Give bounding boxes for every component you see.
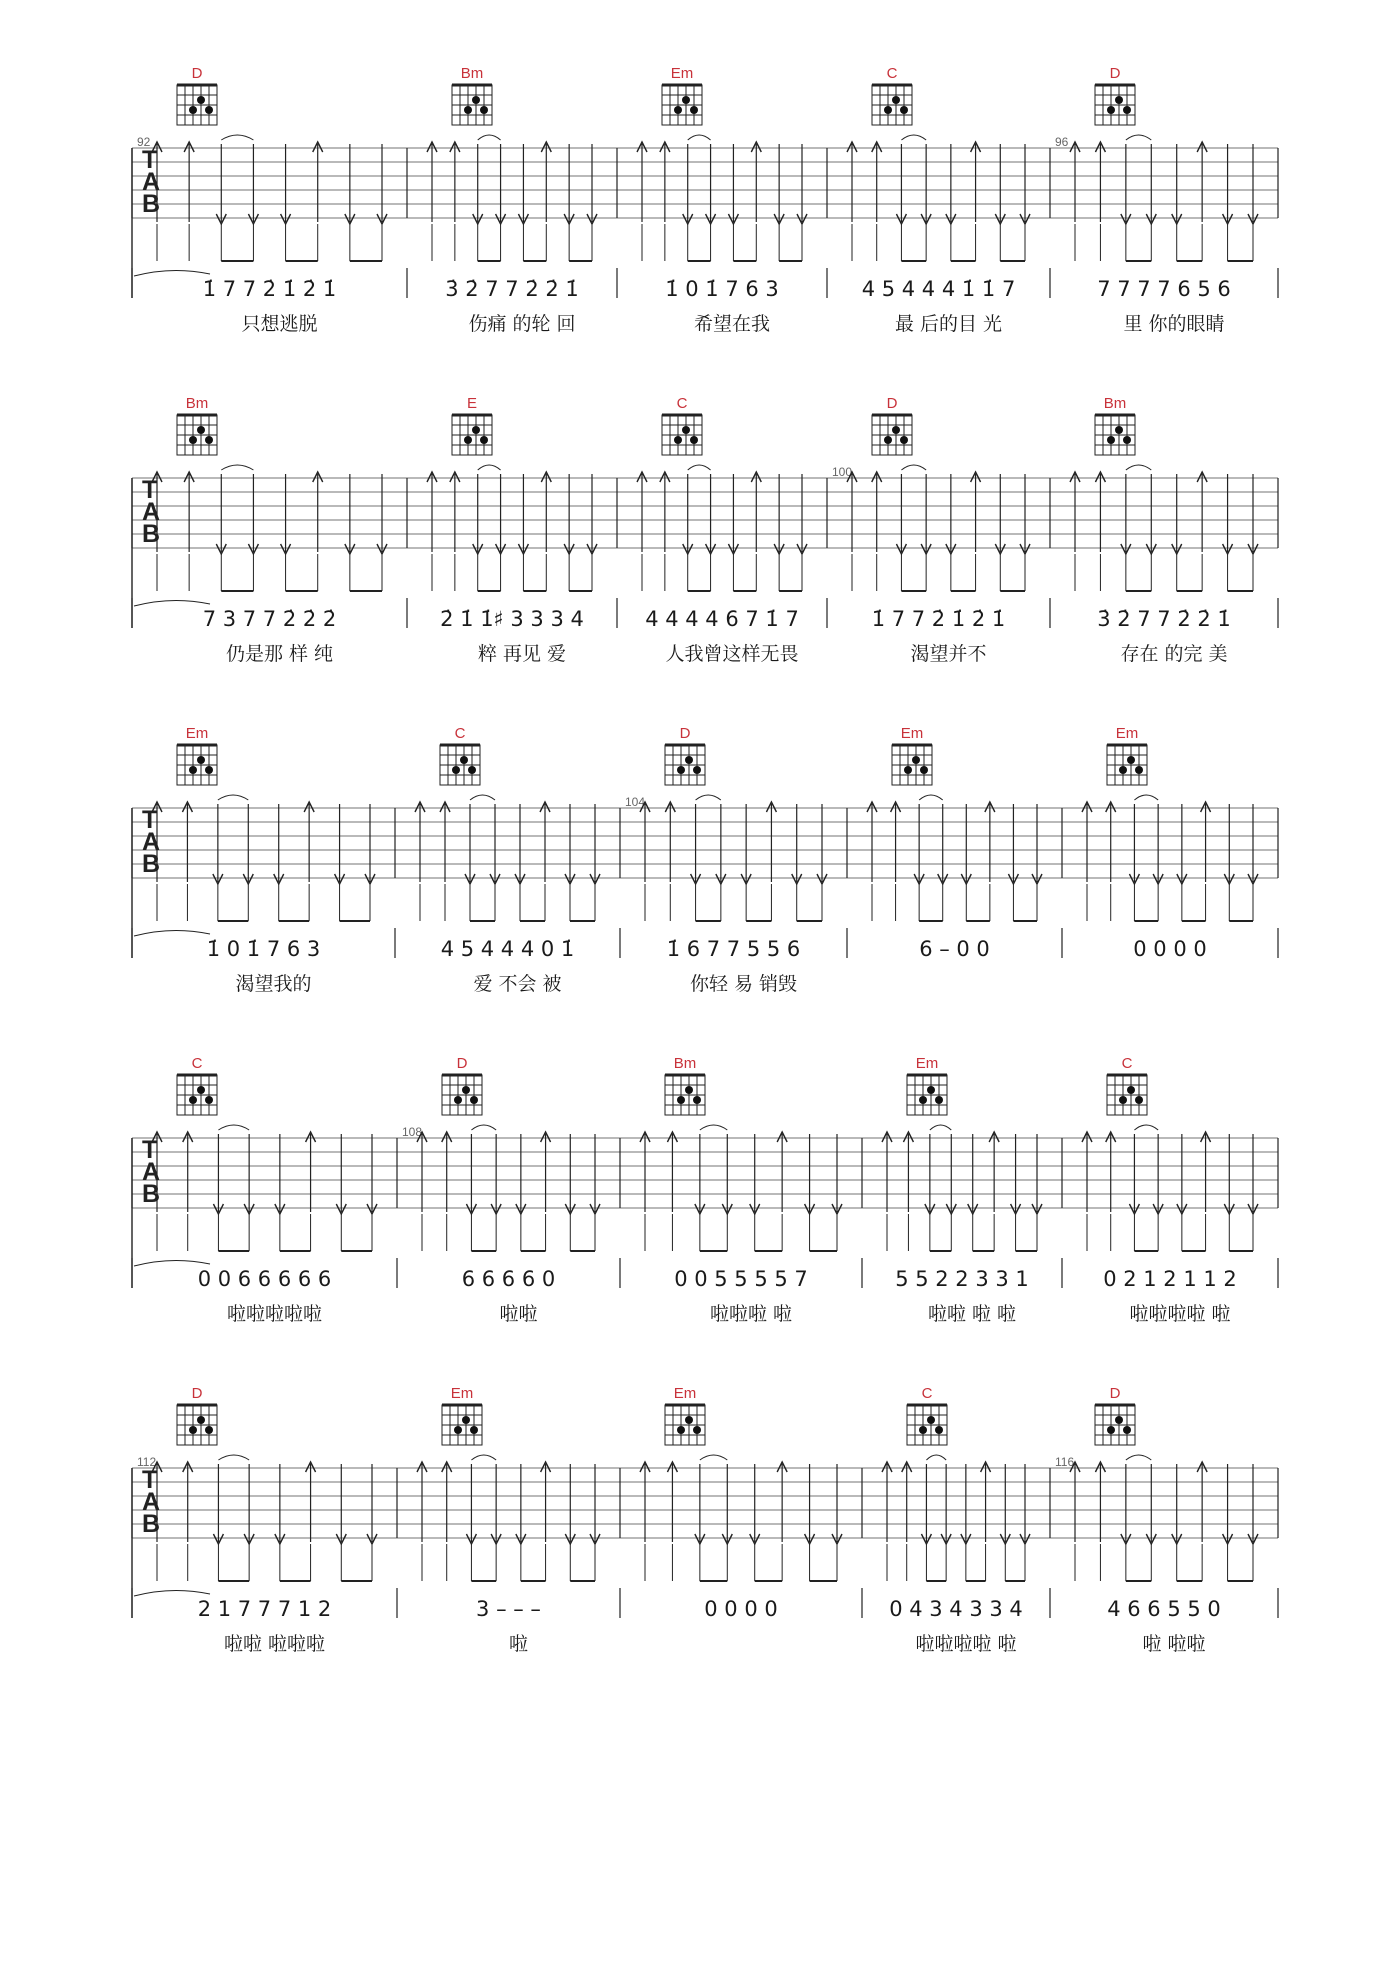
tab-letter: B [142, 850, 161, 878]
chord-diagram [452, 65, 492, 125]
lyric: 渴望并不 [910, 643, 987, 665]
chord-name: C [454, 725, 466, 742]
chord-diagram [662, 65, 702, 125]
chord-name: Bm [1103, 395, 1127, 412]
tab-letter: A [142, 1158, 161, 1186]
lyric: 粹 再见 爱 [477, 643, 567, 665]
lyric: 爱 不会 被 [473, 973, 562, 995]
chord-diagram [1095, 1385, 1135, 1445]
chord-name: Em [900, 725, 924, 742]
jianpu-notation: 0 0 5 5 5 5 7 [674, 1267, 808, 1291]
measure-number: 116 [1055, 1455, 1075, 1469]
jianpu-notation: 7 3 7 7 2̇ 2̇ 2̇ [202, 607, 337, 631]
tab-letter: T [142, 1466, 158, 1494]
measure-number: 108 [402, 1125, 423, 1139]
measure-number: 100 [832, 465, 853, 479]
lyric: 人我曾这样无畏 [665, 643, 799, 665]
lyric: 你轻 易 销毁 [689, 973, 798, 995]
chord-name: C [191, 1055, 203, 1072]
lyric: 啦 [508, 1633, 529, 1655]
jianpu-notation: 1̇ 6 7 7 5 5 6 [666, 937, 801, 961]
tab-letter: T [142, 476, 158, 504]
tab-letter: T [142, 146, 158, 174]
chord-name: C [1121, 1055, 1133, 1072]
chord-diagram [452, 395, 492, 455]
jianpu-notation: 0 0 0 0 [1133, 937, 1207, 961]
tab-system [132, 725, 1278, 995]
chord-diagram [177, 395, 217, 455]
jianpu-notation: 1̇ 7 7 2̇ 1̇ 2̇ 1̇ [871, 607, 1006, 631]
tab-letter: A [142, 828, 161, 856]
lyric: 啦啦啦啦啦 [226, 1303, 323, 1325]
chord-name: D [679, 725, 691, 742]
chord-name: C [886, 65, 898, 82]
chord-name: Em [1115, 725, 1139, 742]
jianpu-notation: 1̇ 0 1̇ 7 6 3 [665, 277, 779, 301]
tab-letter: B [142, 190, 161, 218]
lyric: 存在 的完 美 [1120, 643, 1228, 665]
chord-diagram [442, 1055, 482, 1115]
chord-diagram [662, 395, 702, 455]
chord-diagram [907, 1385, 947, 1445]
lyric: 啦 啦啦 [1142, 1633, 1206, 1655]
chord-name: E [466, 395, 478, 412]
chord-name: Em [915, 1055, 939, 1072]
chord-diagram [177, 1055, 217, 1115]
jianpu-notation: 4 5 4 4 4 1̇ 1̇ 7 [861, 277, 1016, 301]
jianpu-notation: 2 1 7 7 7 1 2 [197, 1597, 332, 1621]
jianpu-notation: 1̇ 7 7 2̇ 1̇ 2̇ 1̇ [202, 277, 337, 301]
chord-diagram [442, 1385, 482, 1445]
tab-system [132, 395, 1278, 665]
jianpu-notation: 3̇ 2̇ 7 7 2̇ 2̇ 1̇ [1097, 607, 1231, 631]
tab-letter: B [142, 1510, 161, 1538]
lyric: 啦啦啦啦 啦 [1129, 1303, 1231, 1325]
jianpu-notation: 6 – 0 0 [919, 937, 990, 961]
measure-number: 92 [137, 135, 151, 149]
lyric: 啦啦啦啦 啦 [915, 1633, 1017, 1655]
chord-diagram [1107, 725, 1147, 785]
jianpu-notation: 3̇ 2̇ 7 7 2̇ 2̇ 1̇ [445, 277, 579, 301]
chord-diagram [440, 725, 480, 785]
lyric: 最 后的目 光 [894, 313, 1003, 335]
chord-diagram [177, 65, 217, 125]
chord-diagram [177, 1385, 217, 1445]
tab-letter: T [142, 1136, 158, 1164]
jianpu-notation: 4 5 4 4 4 0 1̇ [440, 937, 575, 961]
chord-name: C [676, 395, 688, 412]
measure-number: 104 [625, 795, 646, 809]
chord-name: D [191, 1385, 203, 1402]
lyric: 啦啦啦 啦 [709, 1303, 793, 1325]
tab-letter: A [142, 168, 161, 196]
lyric: 仍是那 样 纯 [225, 643, 334, 665]
chord-name: D [191, 65, 203, 82]
jianpu-notation: 4 6 6 5 5 0 [1107, 1597, 1221, 1621]
tab-system [132, 1385, 1278, 1655]
lyric: 渴望我的 [235, 973, 312, 995]
tab-letter: B [142, 1180, 161, 1208]
jianpu-notation: 1̇ 0 1̇ 7 6 3 [206, 937, 321, 961]
tab-system [132, 1055, 1278, 1325]
chord-name: C [921, 1385, 933, 1402]
lyric: 伤痛 的轮 回 [468, 313, 576, 335]
lyric: 只想逃脱 [241, 313, 318, 335]
lyric: 啦啦 啦啦啦 [223, 1633, 326, 1655]
jianpu-notation: 7 7 7 7 6 5 6 [1097, 277, 1231, 301]
measure-number: 112 [137, 1455, 157, 1469]
tab-letter: A [142, 498, 161, 526]
chord-name: Em [670, 65, 694, 82]
jianpu-notation: 3 – – – [476, 1597, 541, 1621]
lyric: 啦啦 [499, 1303, 538, 1325]
chord-name: D [1109, 65, 1121, 82]
chord-name: D [1109, 1385, 1121, 1402]
chord-diagram [1095, 65, 1135, 125]
chord-name: D [886, 395, 898, 412]
chord-diagram [1107, 1055, 1147, 1115]
tab-system [132, 65, 1278, 335]
measure-number: 96 [1055, 135, 1069, 149]
chord-name: Em [450, 1385, 474, 1402]
tab-letter: B [142, 520, 161, 548]
chord-diagram [665, 725, 705, 785]
tab-letter: T [142, 806, 158, 834]
jianpu-notation: 0 4 3 4 3 3 4 [889, 1597, 1023, 1621]
jianpu-notation: 6 6 6 6 0 [461, 1267, 556, 1291]
chord-name: Bm [460, 65, 484, 82]
chord-name: Em [673, 1385, 697, 1402]
chord-diagram [665, 1385, 705, 1445]
chord-name: Bm [673, 1055, 697, 1072]
tab-letter: A [142, 1488, 161, 1516]
chord-diagram [872, 65, 912, 125]
jianpu-notation: 0 0 6 6 6 6 6 [197, 1267, 332, 1291]
chord-name: Bm [185, 395, 209, 412]
jianpu-notation: 5 5 2 2 3 3 1 [895, 1267, 1029, 1291]
chord-name: D [456, 1055, 468, 1072]
lyric: 希望在我 [693, 313, 771, 335]
chord-diagram [665, 1055, 705, 1115]
chord-diagram [1095, 395, 1135, 455]
lyric: 啦啦 啦 啦 [927, 1303, 1017, 1325]
jianpu-notation: 4 4 4 4 6 7 1̇ 7 [645, 607, 799, 631]
chord-diagram [907, 1055, 947, 1115]
lyric: 里 你的眼睛 [1123, 313, 1225, 335]
chord-diagram [177, 725, 217, 785]
chord-diagram [872, 395, 912, 455]
chord-diagram [892, 725, 932, 785]
jianpu-notation: 2̇ 1̇ 1̇♯ 3 3 3 4 [440, 607, 584, 631]
chord-name: Em [185, 725, 209, 742]
jianpu-notation: 0 2 1 2 1 1 2 [1103, 1267, 1237, 1291]
jianpu-notation: 0 0 0 0 [704, 1597, 778, 1621]
